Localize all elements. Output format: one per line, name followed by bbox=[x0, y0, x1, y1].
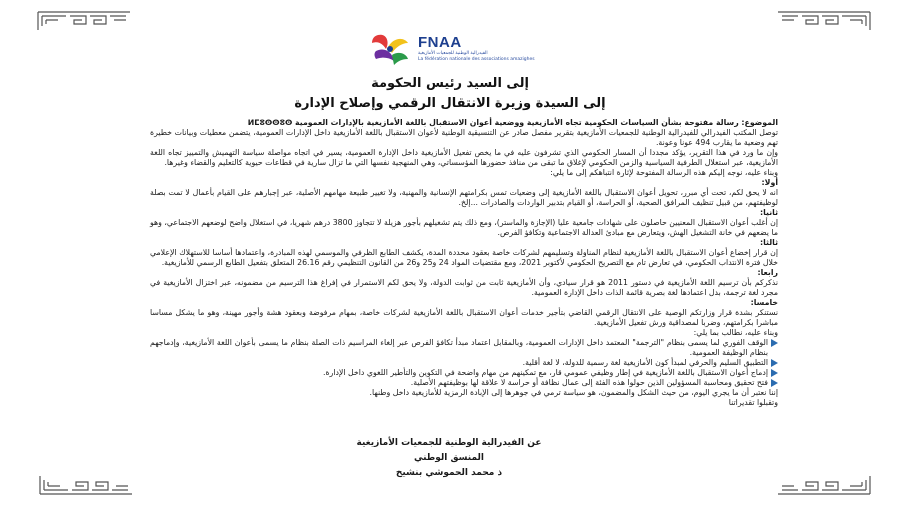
signature-organization: عن الفيدرالية الوطنية للجمعيات الأمازيغية bbox=[356, 438, 542, 448]
address-line-minister: إلى السيدة وزيرة الانتقال الرقمي وإصلاح الإدارة bbox=[294, 96, 606, 111]
section-paragraph-5: نستنكر بشدة قرار وزارتكم الوصية على الانتقال الرقمي القاضي بتأجير خدمات أعوان الاستقبال باللغة الأمازيغية لشركات خاصة، بمهام مرفوضة وبعقود هشة وأجور مهينة، وهو ما يشكل مساسا مباشرا بكرامتهم، وضربا لمصداقية ورش تفعيل الأمازيغية. bbox=[150, 308, 778, 327]
demand-text: إدماج أعوان الاستقبال باللغة الأمازيغية في إطار وظيفي عمومي قار، مع تمكينهم من مهام واضحة في التكوين والتأطير اللغوي داخل الإدارة. bbox=[322, 368, 768, 377]
fnaa-emblem-icon bbox=[366, 31, 412, 67]
bullet-arrow-icon bbox=[771, 339, 778, 347]
letter-body bbox=[150, 118, 778, 408]
address-line-head-of-government: إلى السيد رئيس الحكومة bbox=[371, 76, 529, 91]
corner-ornament-bottom-left bbox=[38, 474, 134, 496]
logo-subtitle-arabic: الفيدرالية الوطنية للجمعيات الأمازيغية bbox=[418, 51, 488, 56]
letter-subject: الموضوع: رسالة مفتوحة بشأن السياسات الحكومية تجاه الأمازيغية ووضعية أعوان الاستقبال باللغة الأمازيغية بالإدارات العمومية ⵍⵎⵓⵙⵙⵓⵙ bbox=[247, 118, 778, 127]
section-paragraph-4: نذكركم بأن ترسيم اللغة الأمازيغية في دستور 2011 هو قرار سيادي، وأن الأمازيغية ثابت من ثوابت الدولة، ولا يحق لكم الاستمرار في إفراغ هذا الترسيم من مضمونه، عبر اختزال الأمازيغية في مجرد لغة ترجمة، بدل اعتمادها لغة بصرية قائمة الذات داخل الإدارة العمومية. bbox=[150, 278, 778, 297]
demand-item bbox=[150, 378, 778, 388]
intro-paragraph-2: وإن ما ورد في هذا التقرير، يؤكد مجددا أن المسار الحكومي الذي تشرفون عليه في ما يخص تفعيل الأمازيغية داخل الإدارة العمومية، يسير في اتجاه مواصلة سياسة التهميش والتمييز تجاه اللغة الأمازيغية، عبر استغلال الطرفية السياسية والزمن الحكومي لإغلاق ما تبقى من منافذ حضورها المؤسساتي، وهي المنهجية نفسها التي ما تزال سارية في قطاعات حيوية كالتعليم والقضاء وغيرها. bbox=[150, 148, 778, 167]
demand-text: فتح تحقيق ومحاسبة المسؤولين الذين حولوا هذه الفئة إلى عمال نظافة أو حراسة لا علاقة لها بوظيفتهم الأصلية. bbox=[410, 378, 768, 387]
demand-text: التطبيق السليم والحرفي لمبدأ كون الأمازيغية لغة رسمية للدولة، لا لغة أقلية. bbox=[522, 358, 768, 367]
bullet-arrow-icon bbox=[771, 359, 778, 367]
signature-role: المنسق الوطني bbox=[414, 453, 484, 463]
section-heading-5: خامسا: bbox=[750, 298, 778, 307]
demand-text: الوقف الفوري لما يسمى بنظام "الترجمة" المعتمد داخل الإدارات العمومية، وبالمقابل اعتماد مبدأ تكافؤ الفرص عبر إلغاء المراسيم ذات الصلة بنظام ما يسمى بأعوان اللغة الأمازيغية، وإدماجهم بنظام الوظيفة العمومية. bbox=[150, 338, 768, 357]
intro-paragraph-1: توصل المكتب الفيدرالي للفيدرالية الوطنية للجمعيات الأمازيغية بتقرير مفصل صادر عن التنسيقية الوطنية لأعوان الاستقبال باللغة الأمازيغية داخل الإدارات العمومية، يتضمن معطيات وبيانات خطيرة تهم وضعية ما يقارب 494 عونا وعونة. bbox=[150, 128, 778, 147]
fnaa-logo bbox=[366, 30, 542, 68]
demand-item bbox=[150, 358, 778, 368]
bullet-arrow-icon bbox=[771, 379, 778, 387]
intro-paragraph-3: وبناء عليه، نوجه إليكم هذه الرسالة المفتوحة لإثارة انتباهكم إلى ما يلي: bbox=[550, 168, 778, 177]
section-heading-3: ثالثا: bbox=[759, 238, 778, 247]
section-paragraph-1: انه لا يحق لكم، تحت أي مبرر، تحويل أعوان الاستقبال باللغة الأمازيغية إلى وضعيات تمس بكرامتهم الإنسانية والمهنية، ولا تغيير طبيعة مهامهم الأصلية، عبر إجبارهم على القيام بأعمال لا تمت بصلة لوظيفتهم، من قبيل تنظيف المرافق الصحية، أو الحراسة، أو القيام بتدبير الواردات والصادرات ...إلخ. bbox=[150, 188, 778, 207]
section-heading-2: ثانيا: bbox=[759, 208, 778, 217]
signature-name: ذ محمد الحموشي بنشيخ bbox=[395, 468, 503, 478]
demands-intro: وبناء عليه، نطالب بما يلي: bbox=[693, 328, 778, 337]
closing-regards: وتقبلوا تقديراتنا bbox=[728, 398, 778, 407]
bullet-arrow-icon bbox=[771, 369, 778, 377]
logo-subtitle-french: La fédération nationale des associations amazighes bbox=[418, 57, 535, 62]
closing-statement: إننا نعتبر أن ما يجري اليوم، من حيث الشكل والمضمون، هو سياسة ترمي في جوهرها إلى الإبادة الرمزية للأمازيغية داخل وطنها. bbox=[369, 388, 778, 397]
section-heading-4: رابعا: bbox=[757, 268, 778, 277]
section-paragraph-2: إن أغلب أعوان الاستقبال المعنيين حاصلون على شهادات جامعية عليا (الإجازة والماستر)، ومع ذلك يتم تشغيلهم بأجور هزيلة لا تتجاوز 3800 درهم شهريا، في استغلال واضح لوضعهم الاجتماعي، وهو ما يضعهم في خانة التشغيل الهش، ويتعارض مع مبادئ العدالة الاجتماعية وتكافؤ الفرص. bbox=[150, 218, 779, 237]
corner-ornament-top-right bbox=[776, 10, 872, 32]
demand-item bbox=[150, 368, 778, 378]
section-paragraph-3: إن قرار إخضاع أعوان الاستقبال باللغة الأمازيغية لنظام المناولة وتسليمهم لشركات خاصة بعقود محددة المدة، يكشف الطابع الظرفي والموسمي لهذه المبادرة، واعتمادها أساسا للاستهلاك الإعلامي خلال فترة الانتداب الحكومي، في تعارض تام مع التصريح الحكومي لأكتوبر 2021، ومع مقتضيات المواد 24 و25 و26 من القانون التنظيمي رقم 26.16 المتعلق بتفعيل الطابع الرسمي للأمازيغية. bbox=[150, 248, 778, 267]
corner-ornament-top-left bbox=[36, 10, 132, 32]
logo-brand-text: FNAA bbox=[418, 34, 462, 51]
corner-ornament-bottom-right bbox=[776, 474, 872, 496]
section-heading-1: أولا: bbox=[761, 178, 778, 187]
demand-item bbox=[150, 338, 778, 358]
